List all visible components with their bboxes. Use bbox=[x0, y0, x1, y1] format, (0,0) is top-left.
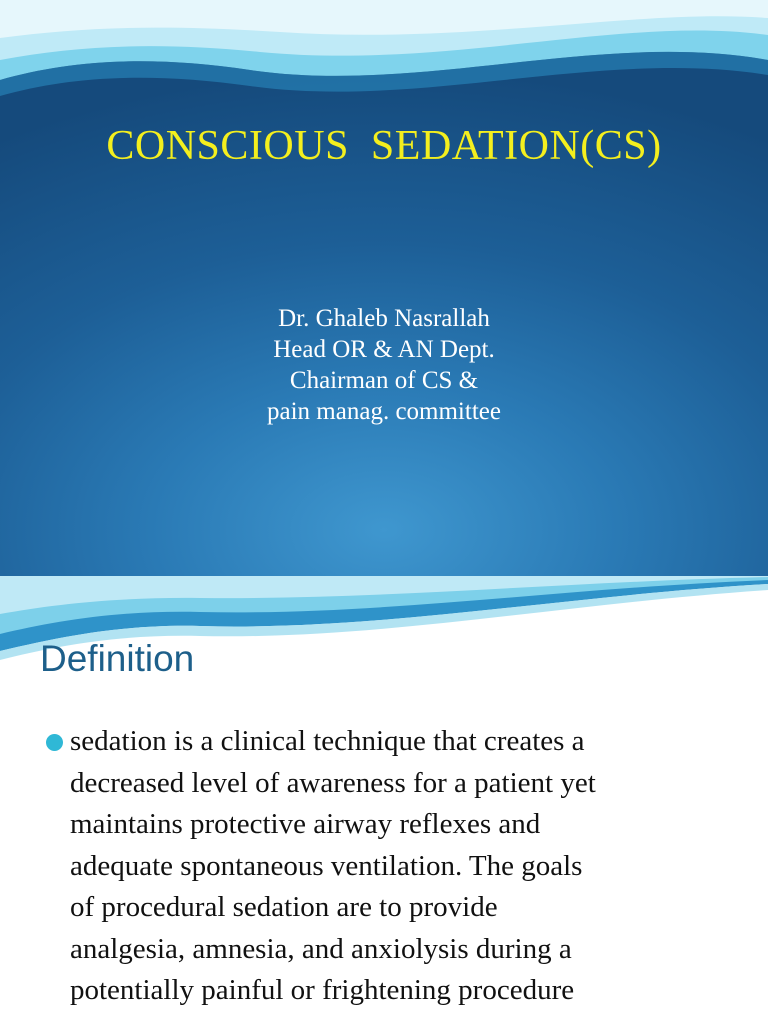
author-role: Chairman of CS & bbox=[289, 367, 479, 394]
slide-title: CONSCIOUS SEDATION(CS) bbox=[106, 123, 662, 169]
author-role: Head OR & AN Dept. bbox=[273, 336, 495, 363]
author-name: Dr. Ghaleb Nasrallah bbox=[278, 305, 490, 332]
bullet-list bbox=[46, 721, 746, 1012]
wave-decoration bbox=[0, 0, 768, 120]
author-info bbox=[0, 303, 768, 427]
bullet-line: of procedural sedation are to provide bbox=[70, 891, 498, 923]
author-role: pain manag. committee bbox=[267, 398, 501, 425]
bullet-item bbox=[70, 721, 746, 1012]
slide-heading: Definition bbox=[40, 638, 195, 679]
bullet-icon bbox=[46, 734, 63, 751]
bullet-line: potentially painful or frightening procedure bbox=[70, 974, 575, 1006]
bullet-line: adequate spontaneous ventilation. The goals bbox=[70, 849, 583, 882]
bullet-line: sedation is a clinical technique that creates a bbox=[70, 725, 585, 757]
bullet-line: decreased level of awareness for a patient yet bbox=[70, 766, 596, 799]
definition-slide bbox=[0, 576, 768, 1024]
bullet-line: maintains protective airway reflexes and bbox=[70, 808, 541, 840]
bullet-line: analgesia, amnesia, and anxiolysis during a bbox=[70, 932, 572, 965]
